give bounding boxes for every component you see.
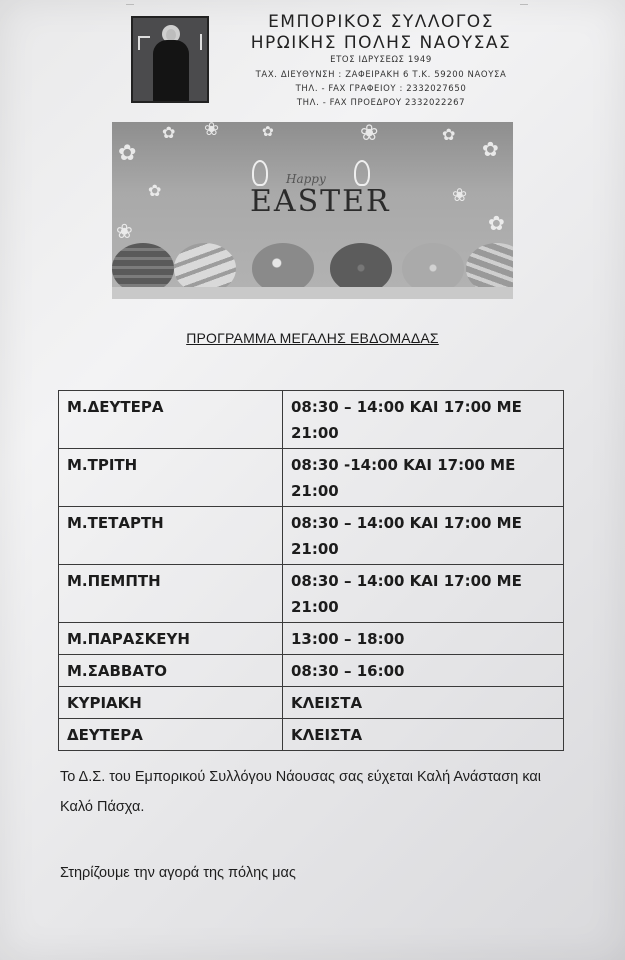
flower-icon: ✿ (488, 213, 505, 235)
schedule-title: ΠΡΟΓΡΑΜΜΑ ΜΕΓΑΛΗΣ ΕΒΔΟΜΑΔΑΣ (186, 330, 439, 346)
hours-cell: ΚΛΕΙΣΤΑ (283, 719, 564, 751)
hours-cell: 08:30 – 14:00 ΚΑΙ 17:00 ΜΕ 21:00 (283, 565, 564, 623)
banner-easter-text: EASTER (250, 184, 391, 219)
crop-mark (126, 0, 134, 5)
day-cell: Μ.ΔΕΥΤΕΡΑ (59, 391, 283, 449)
day-cell: Μ.ΤΕΤΑΡΤΗ (59, 507, 283, 565)
table-row (59, 687, 564, 719)
flower-icon: ✿ (482, 139, 499, 161)
bunny-ear-shape (252, 160, 268, 186)
inscription-mark (138, 36, 150, 50)
table-row (59, 565, 564, 623)
bunny-ear-shape (354, 160, 370, 186)
easter-egg-shape (112, 243, 174, 293)
flower-icon: ❀ (204, 122, 220, 139)
flower-icon: ✿ (442, 127, 456, 144)
easter-egg-shape (252, 243, 314, 293)
hours-cell: 08:30 -14:00 ΚΑΙ 17:00 ΜΕ 21:00 (283, 449, 564, 507)
postal-address: ΤΑΧ. ΔΙΕΥΘΥΝΣΗ : ΖΑΦΕΙΡΑΚΗ 6 Τ.Κ. 59200 ΝΑΟΥΣΑ (255, 70, 507, 80)
hours-cell: 08:30 – 14:00 ΚΑΙ 17:00 ΜΕ 21:00 (283, 391, 564, 449)
flower-icon: ❀ (116, 221, 133, 243)
easter-wish-text: Το Δ.Σ. του Εμπορικού Συλλόγου Νάουσας σας εύχεται Καλή Ανάσταση και Καλό Πάσχα. (60, 769, 542, 815)
easter-egg-shape (466, 243, 513, 293)
day-cell: Μ.ΤΡΙΤΗ (59, 449, 283, 507)
flower-icon: ✿ (148, 183, 162, 200)
day-cell: Μ.ΠΑΡΑΣΚΕΥΗ (59, 623, 283, 655)
easter-egg-shape (402, 243, 464, 293)
hours-cell: 13:00 – 18:00 (283, 623, 564, 655)
table-row (59, 623, 564, 655)
easter-greeting (242, 158, 391, 228)
schedule-table (58, 390, 564, 751)
flower-icon: ✿ (162, 125, 176, 142)
easter-egg-shape (330, 243, 392, 293)
banner-happy-text: Happy (286, 172, 326, 186)
phone-office: ΤΗΛ. - FAX ΓΡΑΦΕΙΟΥ : 2332027650 (295, 84, 467, 94)
flower-icon: ✿ (262, 123, 274, 139)
table-row (59, 719, 564, 751)
table-row (59, 391, 564, 449)
day-cell: ΔΕΥΤΕΡΑ (59, 719, 283, 751)
flower-icon: ❀ (360, 122, 379, 145)
hours-cell: 08:30 – 14:00 ΚΑΙ 17:00 ΜΕ 21:00 (283, 507, 564, 565)
table-row (59, 507, 564, 565)
hours-cell: ΚΛΕΙΣΤΑ (283, 687, 564, 719)
easter-banner (112, 122, 513, 299)
easter-egg-shape (174, 243, 236, 293)
org-name-line1: ΕΜΠΟΡΙΚΟΣ ΣΥΛΛΟΓΟΣ (268, 12, 494, 32)
support-text: Στηρίζουμε την αγορά της πόλης μας (60, 865, 296, 881)
day-cell: Μ.ΠΕΜΠΤΗ (59, 565, 283, 623)
flower-icon: ❀ (452, 185, 468, 205)
day-cell: ΚΥΡΙΑΚΗ (59, 687, 283, 719)
association-logo-icon (131, 16, 209, 103)
figure-robe-shape (153, 40, 189, 102)
grass-strip (112, 287, 513, 299)
table-row (59, 449, 564, 507)
inscription-mark (188, 34, 202, 50)
founded-year: ΕΤΟΣ ΙΔΡΥΣΕΩΣ 1949 (330, 55, 432, 65)
org-name-line2: ΗΡΩΙΚΗΣ ΠΟΛΗΣ ΝΑΟΥΣΑΣ (250, 33, 512, 53)
flower-icon: ✿ (118, 140, 137, 165)
crop-mark (520, 0, 528, 5)
day-cell: Μ.ΣΑΒΒΑΤΟ (59, 655, 283, 687)
hours-cell: 08:30 – 16:00 (283, 655, 564, 687)
phone-president: ΤΗΛ. - FAX ΠΡΟΕΔΡΟΥ 2332022267 (296, 98, 466, 108)
table-row (59, 655, 564, 687)
